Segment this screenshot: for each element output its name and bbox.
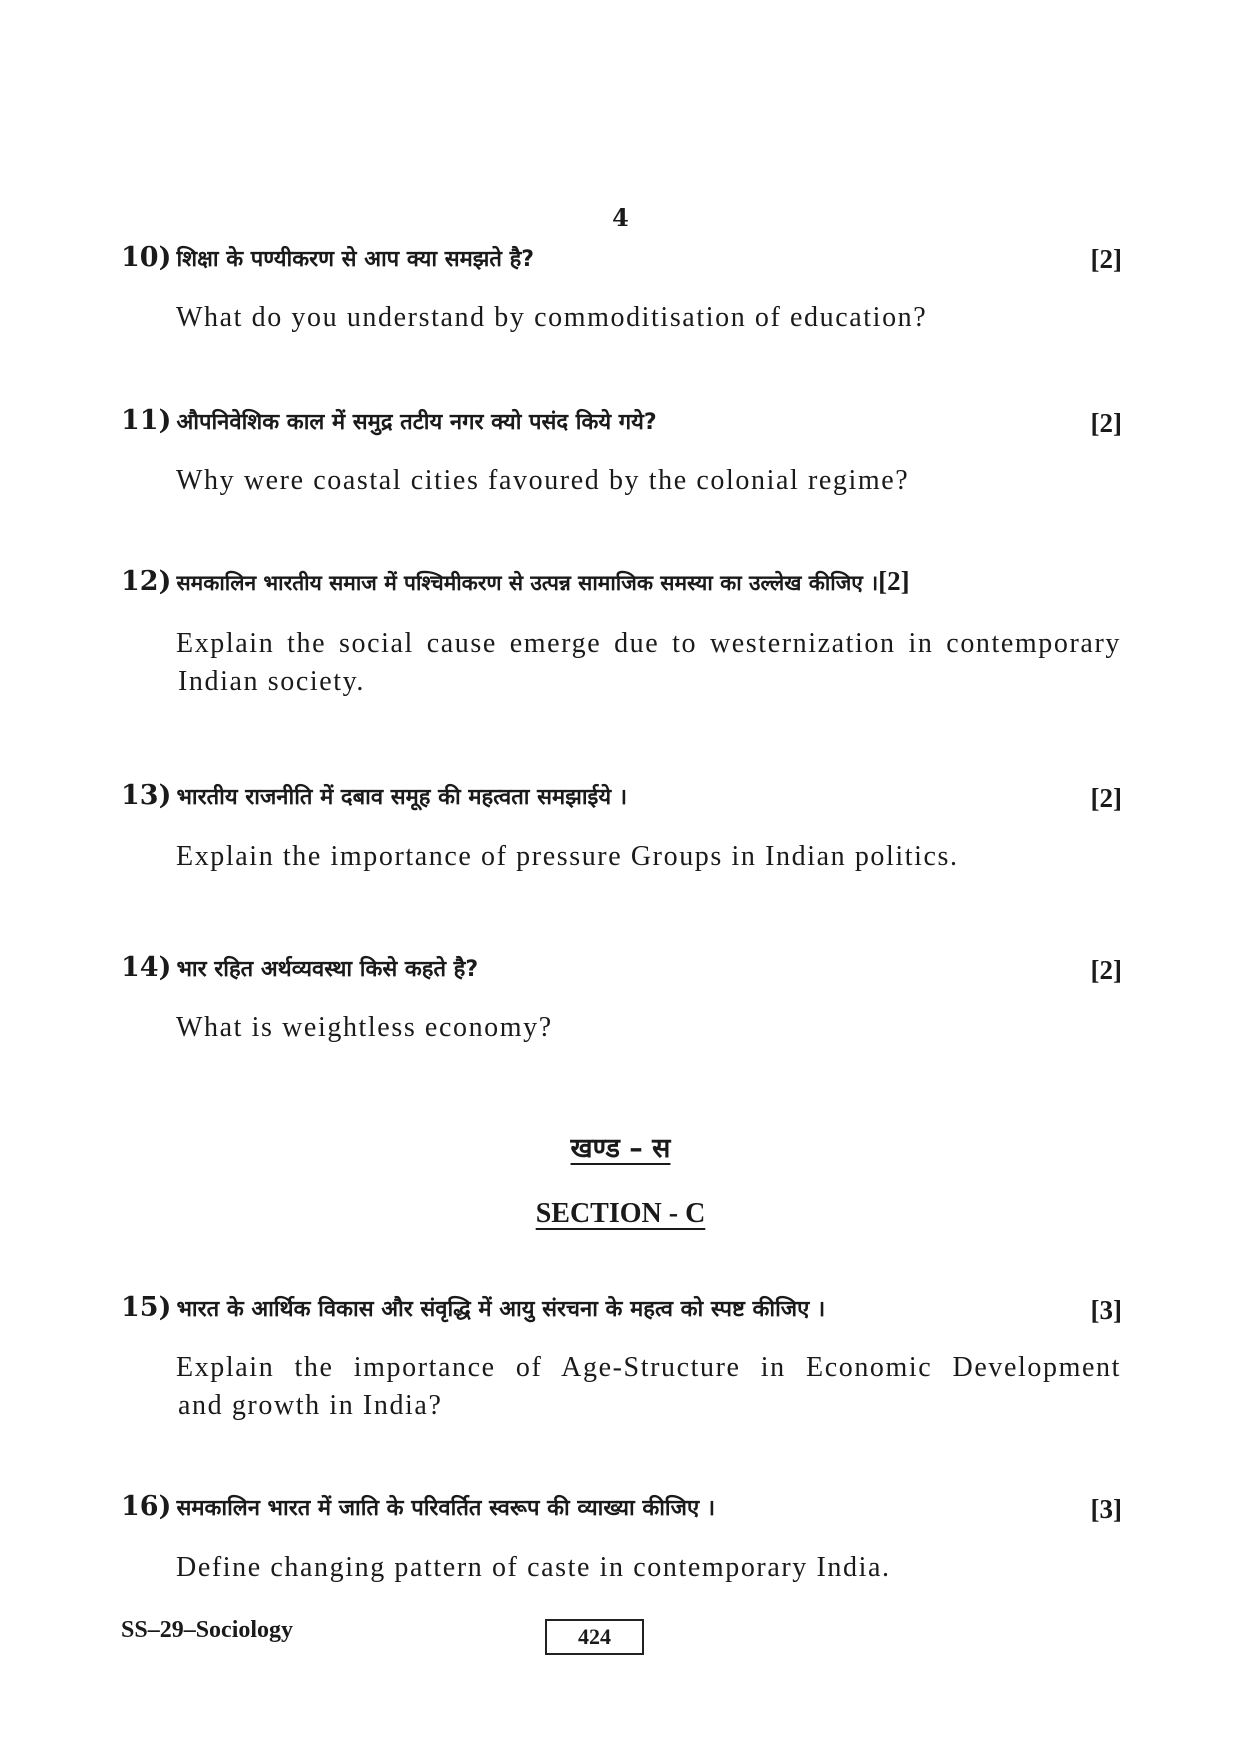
question-hindi: भारतीय राजनीति में दबाव समूह की महत्वता समझाईये । xyxy=(176,785,628,810)
question-16 xyxy=(121,1491,715,1522)
question-12 xyxy=(121,566,910,597)
footer-code: SS–29–Sociology xyxy=(121,1617,294,1643)
question-marks: [2] xyxy=(1090,783,1122,813)
question-hindi: भार रहित अर्थव्यवस्था किसे कहते है? xyxy=(176,957,479,982)
question-marks: [2] xyxy=(1090,244,1122,274)
question-13 xyxy=(121,780,627,811)
question-english: Define changing pattern of caste in contemporary India. xyxy=(176,1552,891,1583)
question-hindi: औपनिवेशिक काल में समुद्र तटीय नगर क्यो पसंद किये गये? xyxy=(176,410,657,435)
question-english: Explain the importance of pressure Groups in Indian politics. xyxy=(176,841,959,872)
question-marks: [3] xyxy=(1090,1295,1122,1325)
question-hindi: भारत के आर्थिक विकास और संवृद्धि में आयु संरचना के महत्व को स्पष्ट कीजिए । xyxy=(176,1297,826,1322)
question-number: 15) xyxy=(121,1292,172,1323)
question-english: What do you understand by commoditisation of education? xyxy=(176,302,928,333)
question-english: Explain the social cause emerge due to westernization in contemporary xyxy=(176,628,1121,659)
section-heading-hindi: खण्ड – स xyxy=(570,1133,671,1164)
question-hindi: शिक्षा के पण्यीकरण से आप क्या समझते है? xyxy=(176,247,535,272)
question-english: Explain the importance of Age-Structure in Economic Development xyxy=(176,1352,1121,1383)
footer-page-box: 424 xyxy=(545,1619,644,1655)
section-heading: SECTION - C xyxy=(535,1198,706,1229)
question-number: 13) xyxy=(121,780,172,811)
question-marks: [2] xyxy=(1090,955,1122,985)
question-hindi: समकालिन भारत में जाति के परिवर्तित स्वरूप की व्याख्या कीजिए । xyxy=(176,1496,716,1521)
question-number: 12) xyxy=(121,566,172,597)
question-14 xyxy=(121,952,478,983)
question-marks: [2] xyxy=(1090,408,1122,438)
question-english: Indian society. xyxy=(178,666,366,697)
question-hindi: समकालिन भारतीय समाज में पश्चिमीकरण से उत्पन्न सामाजिक समस्या का उल्लेख कीजिए । xyxy=(176,571,879,595)
question-english: What is weightless economy? xyxy=(176,1012,553,1043)
question-english: and growth in India? xyxy=(178,1390,443,1421)
question-10 xyxy=(121,242,534,273)
question-number: 14) xyxy=(121,952,172,983)
question-number: 11) xyxy=(121,405,172,436)
question-number: 16) xyxy=(121,1491,172,1522)
question-english: Why were coastal cities favoured by the colonial regime? xyxy=(176,465,910,496)
question-number: 10) xyxy=(121,242,172,273)
question-marks: [2] xyxy=(878,566,910,596)
question-11 xyxy=(121,405,657,436)
page-number: 4 xyxy=(612,203,629,232)
question-marks: [3] xyxy=(1090,1494,1122,1524)
question-15 xyxy=(121,1292,825,1323)
